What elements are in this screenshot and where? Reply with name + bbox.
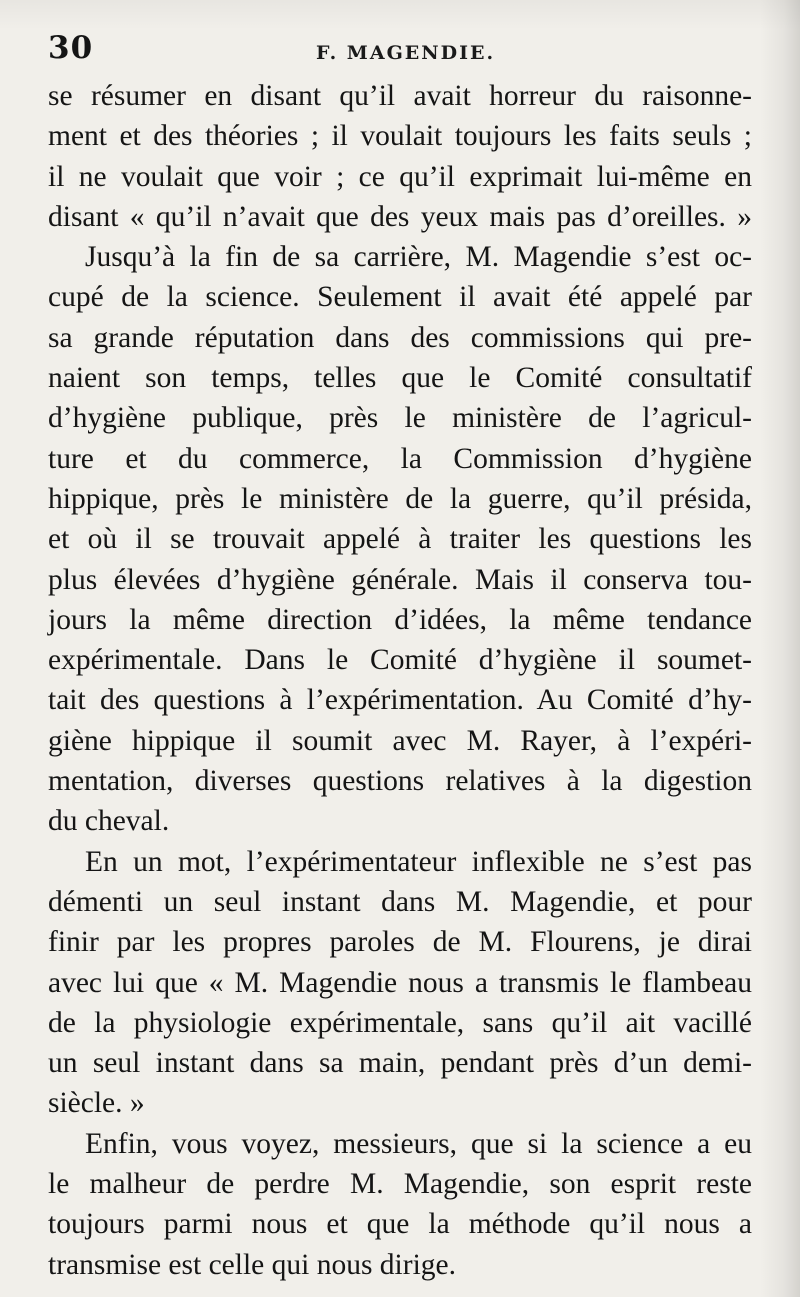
text-line: disant « qu’il n’avait que des yeux mais pas d’oreilles. » bbox=[48, 200, 752, 233]
text-line: hippique, près le ministère de la guerre, qu’il présida, bbox=[48, 482, 752, 515]
text-line: siècle. » bbox=[48, 1087, 145, 1120]
text-line: avec lui que « M. Magendie nous a transmis le flambeau bbox=[48, 966, 752, 999]
text-line: plus élevées d’hygiène générale. Mais il conserva tou- bbox=[48, 563, 752, 596]
text-line: se résumer en disant qu’il avait horreur du raisonne- bbox=[48, 80, 752, 112]
text-line: ture et du commerce, la Commission d’hygiène bbox=[48, 442, 752, 475]
text-line: Enfin, vous voyez, messieurs, que si la science a eu bbox=[85, 1127, 752, 1160]
text-line: transmise est celle qui nous dirige. bbox=[48, 1248, 456, 1281]
text-line: tait des questions à l’expérimentation. Au Comité d’hy- bbox=[48, 684, 752, 717]
text-line: un seul instant dans sa main, pendant près d’un demi- bbox=[48, 1047, 752, 1080]
running-title: F. MAGENDIE. bbox=[316, 42, 496, 64]
text-line: démenti un seul instant dans M. Magendie, et pour bbox=[48, 885, 752, 918]
text-line: d’hygiène publique, près le ministère de l’agricul- bbox=[48, 402, 752, 435]
text-line: mentation, diverses questions relatives à la digestion bbox=[48, 765, 752, 798]
text-line: il ne voulait que voir ; ce qu’il exprimait lui-même en bbox=[48, 160, 752, 193]
running-header bbox=[0, 30, 800, 74]
text-line: En un mot, l’expérimentateur inflexible ne s’est pas bbox=[85, 845, 752, 878]
text-line: ment et des théories ; il voulait toujours les faits seuls ; bbox=[48, 120, 752, 153]
text-line: Jusqu’à la fin de sa carrière, M. Magendie s’est oc- bbox=[85, 241, 752, 274]
text-line: naient son temps, telles que le Comité consultatif bbox=[48, 362, 752, 395]
text-line: jours la même direction d’idées, la même tendance bbox=[48, 603, 752, 636]
text-line: toujours parmi nous et que la méthode qu’il nous a bbox=[48, 1208, 752, 1241]
text-line: cupé de la science. Seulement il avait été appelé par bbox=[48, 281, 752, 314]
text-line: expérimentale. Dans le Comité d’hygiène il soumet- bbox=[48, 644, 752, 677]
text-line: finir par les propres paroles de M. Flourens, je dirai bbox=[48, 926, 752, 959]
page-shadow bbox=[0, 0, 800, 30]
text-line: le malheur de perdre M. Magendie, son esprit reste bbox=[48, 1168, 752, 1201]
text-line: giène hippique il soumit avec M. Rayer, à l’expéri- bbox=[48, 724, 752, 757]
text-line: sa grande réputation dans des commissions qui pre- bbox=[48, 321, 752, 354]
text-line: et où il se trouvait appelé à traiter les questions les bbox=[48, 523, 752, 556]
page-edge-shadow bbox=[760, 0, 800, 1297]
text-line: du cheval. bbox=[48, 805, 170, 838]
text-line: de la physiologie expérimentale, sans qu’il ait vacillé bbox=[48, 1006, 752, 1039]
body-text bbox=[48, 76, 752, 1285]
page-number: 30 bbox=[48, 30, 94, 66]
